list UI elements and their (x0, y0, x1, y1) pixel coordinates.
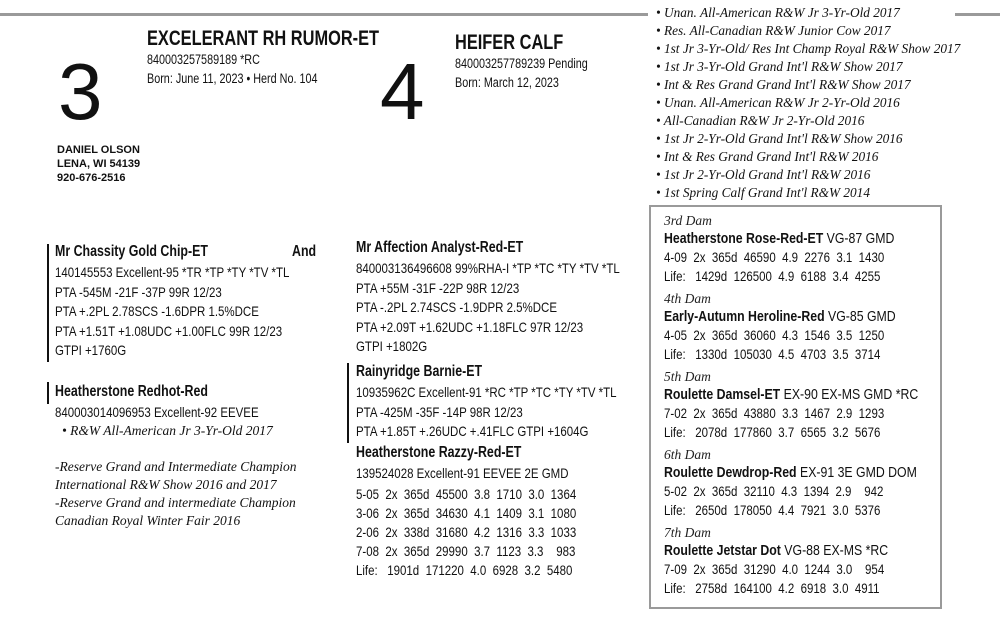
top-rule-right (955, 13, 1000, 16)
pedigree-bracket-sire (47, 244, 49, 362)
lactation-record: Life: 1901d 171220 4.0 6928 3.2 5480 (356, 562, 573, 578)
dam-generation-label: 4th Dam (664, 291, 711, 306)
award-item: • All-Canadian R&W Jr 2-Yr-Old 2016 (656, 113, 865, 128)
mgs-line: PTA +1.85T +.26UDC +.41FLC GTPI +1604G (356, 423, 589, 439)
sire-line: GTPI +1760G (55, 342, 127, 358)
sire-4-line: PTA +2.09T +1.62UDC +1.18FLC 97R 12/23 (356, 318, 584, 335)
lactation-record: 3-06 2x 365d 34630 4.1 1409 3.1 1080 (356, 505, 577, 521)
dam-record: Life: 1429d 126500 4.9 6188 3.4 4255 (664, 268, 881, 284)
lot-3-number: 3 (58, 47, 103, 136)
dam-note: International R&W Show 2016 and 2017 (55, 477, 277, 492)
lot-4-name: HEIFER CALF (455, 31, 564, 54)
lot-4-born: Born: March 12, 2023 (455, 75, 559, 90)
sire-4-line: PTA -.2PL 2.74SCS -1.9DPR 2.5%DCE (356, 299, 557, 315)
sire-line: PTA -545M -21F -37P 99R 12/23 (55, 283, 222, 300)
mgs-line: PTA -425M -35F -14P 98R 12/23 (356, 403, 523, 420)
dam-name: Heatherstone Redhot-Red (55, 383, 208, 400)
lactation-record: 7-08 2x 365d 29990 3.7 1123 3.3 983 (356, 543, 576, 559)
award-item: • 1st Spring Calf Grand Int'l R&W 2014 (656, 185, 870, 200)
dam-record: Life: 1330d 105030 4.5 4703 3.5 3714 (664, 346, 881, 362)
dam-award: • R&W All-American Jr 3-Yr-Old 2017 (62, 423, 273, 438)
mgs-line: 10935962C Excellent-91 *RC *TP *TC *TY *TV *TL (356, 384, 617, 400)
dam-generation-label: 7th Dam (664, 525, 711, 540)
award-item: • 1st Jr 3-Yr-Old/ Res Int Champ Royal R&W Show 2017 (656, 41, 961, 56)
dam-generation-label: 3rd Dam (664, 213, 712, 228)
dam-note: -Reserve Grand and intermediate Champion (55, 495, 296, 510)
dam-notes (55, 458, 296, 530)
dam-record: 5-02 2x 365d 32110 4.3 1394 2.9 942 (664, 483, 884, 499)
dam-note: Canadian Royal Winter Fair 2016 (55, 513, 241, 528)
award-item: • 1st Jr 3-Yr-Old Grand Int'l R&W Show 2017 (656, 59, 903, 74)
lactation-record: 2-06 2x 338d 31680 4.2 1316 3.3 1033 (356, 524, 577, 540)
sire-line: 140145553 Excellent-95 *TR *TP *TY *TV *TL (55, 264, 290, 280)
sire-details (55, 263, 341, 361)
dam-record: 4-09 2x 365d 46590 4.9 2276 3.1 1430 (664, 249, 885, 265)
dam-4-name: Heatherstone Razzy-Red-ET (356, 444, 522, 461)
sire-line: PTA +1.51T +1.08UDC +1.00FLC 99R 12/23 (55, 322, 283, 339)
award-item: • Unan. All-American R&W Jr 3-Yr-Old 2017 (656, 5, 900, 20)
consignor-city: LENA, WI 54139 (57, 158, 141, 170)
dam-entry-name: Heatherstone Rose-Red-ET VG-87 GMD (664, 230, 895, 247)
sire-line: PTA +.2PL 2.78SCS -1.6DPR 1.5%DCE (55, 303, 259, 319)
top-rule-left (0, 13, 648, 16)
sire-4-line: GTPI +1802G (356, 338, 428, 354)
sire-4-line: PTA +55M -31F -22P 98R 12/23 (356, 279, 520, 296)
lot-4-number: 4 (380, 47, 425, 136)
lot-3-born: Born: June 11, 2023 • Herd No. 104 (147, 71, 318, 86)
dam-entry-name: Early-Autumn Heroline-Red VG-85 GMD (664, 308, 896, 325)
dam-registration: 840003014096953 Excellent-92 EEVEE (55, 404, 259, 420)
dam-entry (664, 525, 974, 603)
dam-entry (664, 369, 974, 447)
dam-4-records (356, 485, 625, 580)
mgs-name: Rainyridge Barnie-ET (356, 363, 483, 380)
award-item: • Unan. All-American R&W Jr 2-Yr-Old 2016 (656, 95, 900, 110)
awards-list (656, 4, 960, 202)
dam-record: 7-09 2x 365d 31290 4.0 1244 3.0 954 (664, 561, 885, 577)
dam-record: 7-02 2x 365d 43880 3.3 1467 2.9 1293 (664, 405, 885, 421)
lot-4-registration: 840003257789239 Pending (455, 56, 588, 71)
dam-generation-label: 6th Dam (664, 447, 711, 462)
dam-record: Life: 2758d 164100 4.2 6918 3.0 4911 (664, 580, 880, 596)
and-label: And (292, 243, 317, 260)
dam-4-registration: 139524028 Excellent-91 EEVEE 2E GMD (356, 465, 569, 481)
dam-entry (664, 213, 974, 291)
dam-record: Life: 2078d 177860 3.7 6565 3.2 5676 (664, 424, 881, 440)
lot-3-name: EXCELERANT RH RUMOR-ET (147, 27, 380, 50)
sire-4-line: 840003136496608 99%RHA-I *TP *TC *TY *TV *TL (356, 260, 620, 276)
award-item: • Int & Res Grand Grand Int'l R&W 2016 (656, 149, 879, 164)
dam-entry-name: Roulette Dewdrop-Red EX-91 3E GMD DOM (664, 464, 917, 481)
dam-generation-label: 5th Dam (664, 369, 711, 384)
dam-entry-name: Roulette Damsel-ET EX-90 EX-MS GMD *RC (664, 386, 919, 403)
award-item: • 1st Jr 2-Yr-Old Grand Int'l R&W Show 2016 (656, 131, 903, 146)
dam-entry-name: Roulette Jetstar Dot VG-88 EX-MS *RC (664, 542, 889, 559)
dam-record: 4-05 2x 365d 36060 4.3 1546 3.5 1250 (664, 327, 885, 343)
mgs-details (356, 383, 674, 442)
dam-entry (664, 291, 974, 369)
dams-list (664, 213, 974, 603)
consignor-phone: 920-676-2516 (57, 172, 126, 184)
sire-name: Mr Chassity Gold Chip-ET (55, 243, 208, 260)
award-item: • Res. All-Canadian R&W Junior Cow 2017 (656, 23, 891, 38)
lot-3-registration: 840003257589189 *RC (147, 52, 260, 67)
dam-record: Life: 2650d 178050 4.4 7921 3.0 5376 (664, 502, 881, 518)
consignor-name: DANIEL OLSON (57, 144, 140, 156)
sire-4-name: Mr Affection Analyst-Red-ET (356, 239, 524, 256)
sire-4-details (356, 259, 678, 357)
pedigree-bracket-mgs (347, 363, 349, 443)
dam-note: -Reserve Grand and Intermediate Champion (55, 459, 297, 474)
consignor-block (57, 143, 140, 185)
lactation-record: 5-05 2x 365d 45500 3.8 1710 3.0 1364 (356, 486, 577, 502)
pedigree-bracket-dam (47, 382, 49, 404)
award-item: • 1st Jr 2-Yr-Old Grand Int'l R&W 2016 (656, 167, 871, 182)
award-item: • Int & Res Grand Grand Int'l R&W Show 2017 (656, 77, 911, 92)
dam-entry (664, 447, 974, 525)
